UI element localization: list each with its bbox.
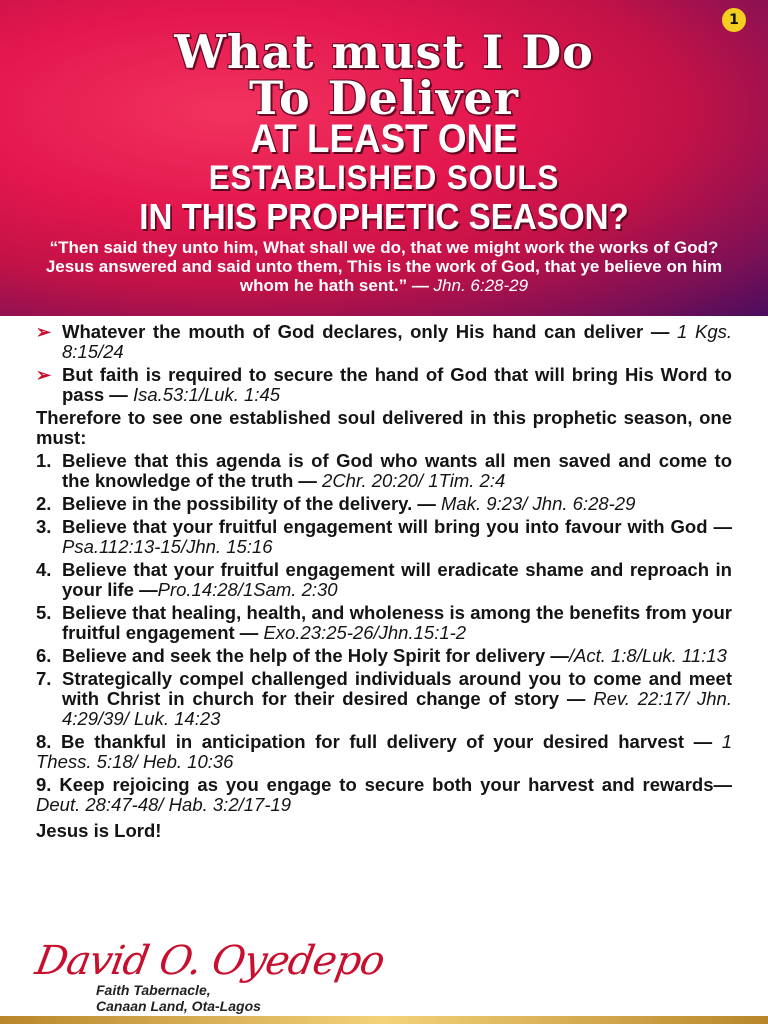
bullet-item xyxy=(36,365,732,405)
item-text: Believe that healing, health, and wholeness is among the benefits from your fruitful engagement — xyxy=(62,602,732,643)
bottom-gold-bar xyxy=(0,1016,768,1024)
title-line-5: IN THIS PROPHETIC SEASON? xyxy=(139,196,629,237)
header-banner xyxy=(0,0,768,316)
title-line-1: What must I Do xyxy=(174,25,594,79)
item-number: 3. xyxy=(36,516,52,537)
item-number: 8. xyxy=(36,731,52,752)
title-line-2: To Deliver xyxy=(249,71,519,125)
item-reference: /Act. 1:8/Luk. 11:13 xyxy=(568,645,727,666)
title-line-3: AT LEAST ONE xyxy=(250,117,518,161)
bullet-reference: Isa.53:1/Luk. 1:45 xyxy=(127,384,281,405)
list-item xyxy=(36,560,732,600)
item-text: Believe that your fruitful engagement will eradicate shame and reproach in your life — xyxy=(62,559,732,600)
item-text: Believe that this agenda is of God who wants all men saved and come to the knowledge of the truth — xyxy=(62,450,732,491)
bullet-text: But faith is required to secure the hand of God that will bring His Word to pass — xyxy=(62,364,732,405)
item-reference: 1 Thess. 5:18/ Heb. 10:36 xyxy=(36,731,732,772)
closing-statement: Jesus is Lord! xyxy=(36,820,162,841)
signature-line-2: Canaan Land, Ota-Lagos xyxy=(96,998,261,1014)
item-reference: Deut. 28:47-48/ Hab. 3:2/17-19 xyxy=(36,794,292,815)
quote-reference: Jhn. 6:28-29 xyxy=(428,276,529,295)
list-item xyxy=(36,494,732,514)
list-item xyxy=(36,603,732,643)
list-item xyxy=(36,775,732,815)
item-number: 9. xyxy=(36,774,52,795)
scripture-quote xyxy=(24,238,744,295)
bullet-item xyxy=(36,322,732,362)
list-item xyxy=(36,517,732,557)
item-reference: 2Chr. 20:20/ 1Tim. 2:4 xyxy=(316,470,506,491)
bullet-text: Whatever the mouth of God declares, only His hand can deliver — xyxy=(62,321,670,342)
item-text: Believe in the possibility of the delivery. — xyxy=(62,493,436,514)
item-reference: Psa.112:13-15/Jhn. 15:16 xyxy=(62,536,273,557)
item-number: 2. xyxy=(36,493,52,514)
item-reference: Exo.23:25-26/Jhn.15:1-2 xyxy=(258,622,467,643)
item-number: 7. xyxy=(36,668,52,689)
item-number: 1. xyxy=(36,450,52,471)
content-body xyxy=(36,322,732,841)
item-text: Strategically compel challenged individuals around you to come and meet with Christ in church for their desired change of story — xyxy=(62,668,732,709)
list-item xyxy=(36,669,732,729)
item-reference: Rev. 22:17/ Jhn. 4:29/39/ Luk. 14:23 xyxy=(62,688,732,729)
item-text: Believe and seek the help of the Holy Spirit for delivery — xyxy=(62,645,569,666)
item-text: Be thankful in anticipation for full delivery of your desired harvest — xyxy=(61,731,713,752)
arrow-bullet-icon: ➢ xyxy=(36,322,52,342)
item-reference: Pro.14:28/1Sam. 2:30 xyxy=(157,579,338,600)
bullet-reference: 1 Kgs. 8:15/24 xyxy=(62,321,732,362)
intro-paragraph: Therefore to see one established soul delivered in this prophetic season, one must: xyxy=(36,407,732,448)
list-item xyxy=(36,646,732,666)
item-number: 6. xyxy=(36,645,52,666)
item-reference: Mak. 9:23/ Jhn. 6:28-29 xyxy=(435,493,636,514)
item-text: Believe that your fruitful engagement will bring you into favour with God — xyxy=(62,516,732,537)
title-line-4: ESTABLISHED SOULS xyxy=(208,159,560,197)
page-number-badge: 1 xyxy=(722,8,746,32)
arrow-bullet-icon: ➢ xyxy=(36,365,52,385)
item-number: 4. xyxy=(36,559,52,580)
signature: David O. Oyedepo xyxy=(31,938,388,984)
item-text: Keep rejoicing as you engage to secure both your harvest and rewards— xyxy=(59,774,733,795)
item-number: 5. xyxy=(36,602,52,623)
list-item xyxy=(36,451,732,491)
quote-text: “Then said they unto him, What shall we do, that we might work the works of God? Jesus answered and said unto them, This is the work of God, that ye believe on him whom he hath sent.” — xyxy=(45,238,723,295)
signature-location xyxy=(96,982,261,1014)
list-item xyxy=(36,732,732,772)
signature-line-1: Faith Tabernacle, xyxy=(96,982,211,998)
